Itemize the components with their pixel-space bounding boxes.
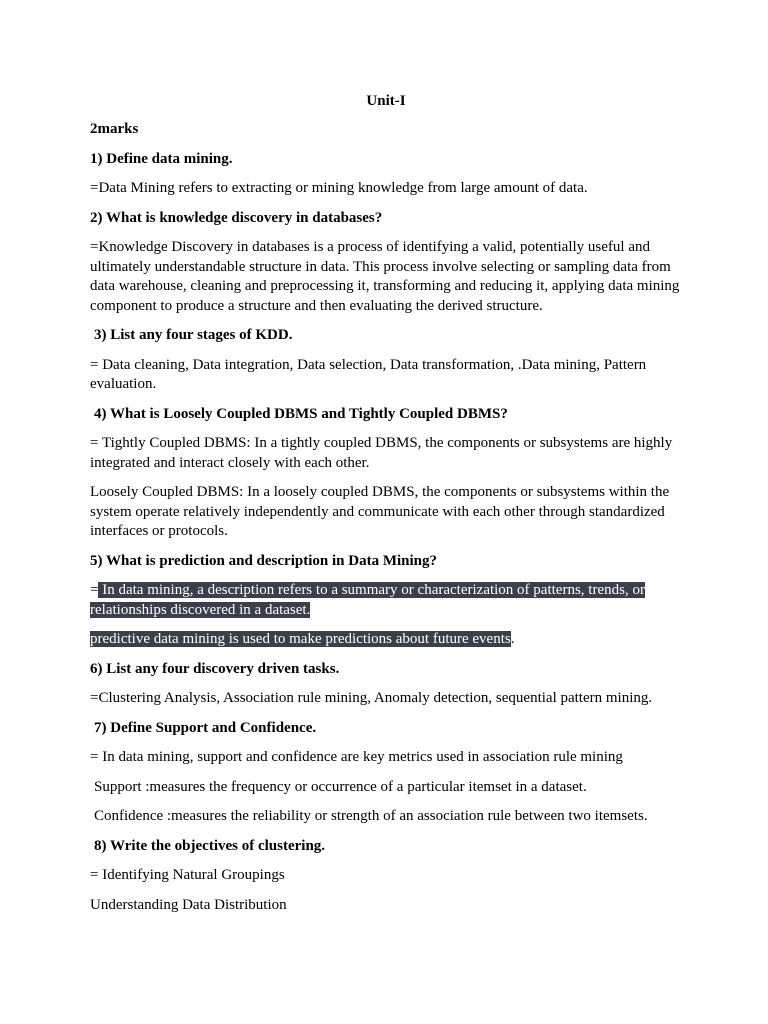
question-7: 7) Define Support and Confidence. — [94, 719, 317, 736]
answer-7-confidence: Confidence :measures the reliability or strength of an association rule between two itemsets. — [94, 808, 648, 824]
question-5: 5) What is prediction and description in Data Mining? — [90, 552, 437, 569]
question-4: 4) What is Loosely Coupled DBMS and Tightly Coupled DBMS? — [94, 405, 508, 422]
question-8: 8) Write the objectives of clustering. — [94, 837, 326, 854]
question-2: 2) What is knowledge discovery in databases? — [90, 209, 383, 226]
unit-title: Unit-I — [366, 93, 406, 109]
answer-2: =Knowledge Discovery in databases is a process of identifying a valid, potentially useful and ultimately understandable structure in data. This process involve selecting or sampling data from data warehouse, cleaning and preprocessing it, transforming and reducing it, applying data mining component to produce a structure and then evaluating the derived structure. — [90, 239, 680, 314]
question-3: 3) List any four stages of KDD. — [94, 327, 293, 343]
question-6: 6) List any four discovery driven tasks. — [90, 660, 340, 677]
answer-5-description — [90, 581, 682, 620]
highlighted-text: In data mining, a description refers to a summary or characterization of patterns, trends, or relationships discovered in a dataset. — [90, 582, 645, 618]
answer-6: =Clustering Analysis, Association rule mining, Anomaly detection, sequential pattern mining. — [90, 690, 653, 706]
highlighted-text: predictive data mining is used to make predictions about future events — [90, 631, 511, 647]
answer-3: = Data cleaning, Data integration, Data selection, Data transformation, .Data mining, Pattern evaluation. — [90, 356, 647, 392]
answer-5-prefix: = — [90, 582, 99, 598]
answer-8-second: Understanding Data Distribution — [90, 896, 287, 913]
answer-4-tightly: = Tightly Coupled DBMS: In a tightly coupled DBMS, the components or subsystems are highly integrated and interact closely with each other. — [90, 435, 673, 471]
marks-heading: 2marks — [90, 121, 139, 137]
answer-4-loosely: Loosely Coupled DBMS: In a loosely coupled DBMS, the components or subsystems within the system operate relatively independently and communicate with each other through standardized interfaces or protocols. — [90, 484, 670, 539]
answer-8-first: = Identifying Natural Groupings — [90, 867, 285, 883]
answer-7-intro: = In data mining, support and confidence are key metrics used in association rule mining — [90, 749, 623, 765]
answer-5-suffix: . — [510, 631, 515, 647]
document-page — [90, 92, 682, 925]
answer-5-prediction — [90, 630, 682, 650]
answer-7-support: Support :measures the frequency or occurrence of a particular itemset in a dataset. — [94, 778, 587, 795]
question-1: 1) Define data mining. — [90, 150, 233, 167]
answer-1: =Data Mining refers to extracting or mining knowledge from large amount of data. — [90, 180, 588, 196]
